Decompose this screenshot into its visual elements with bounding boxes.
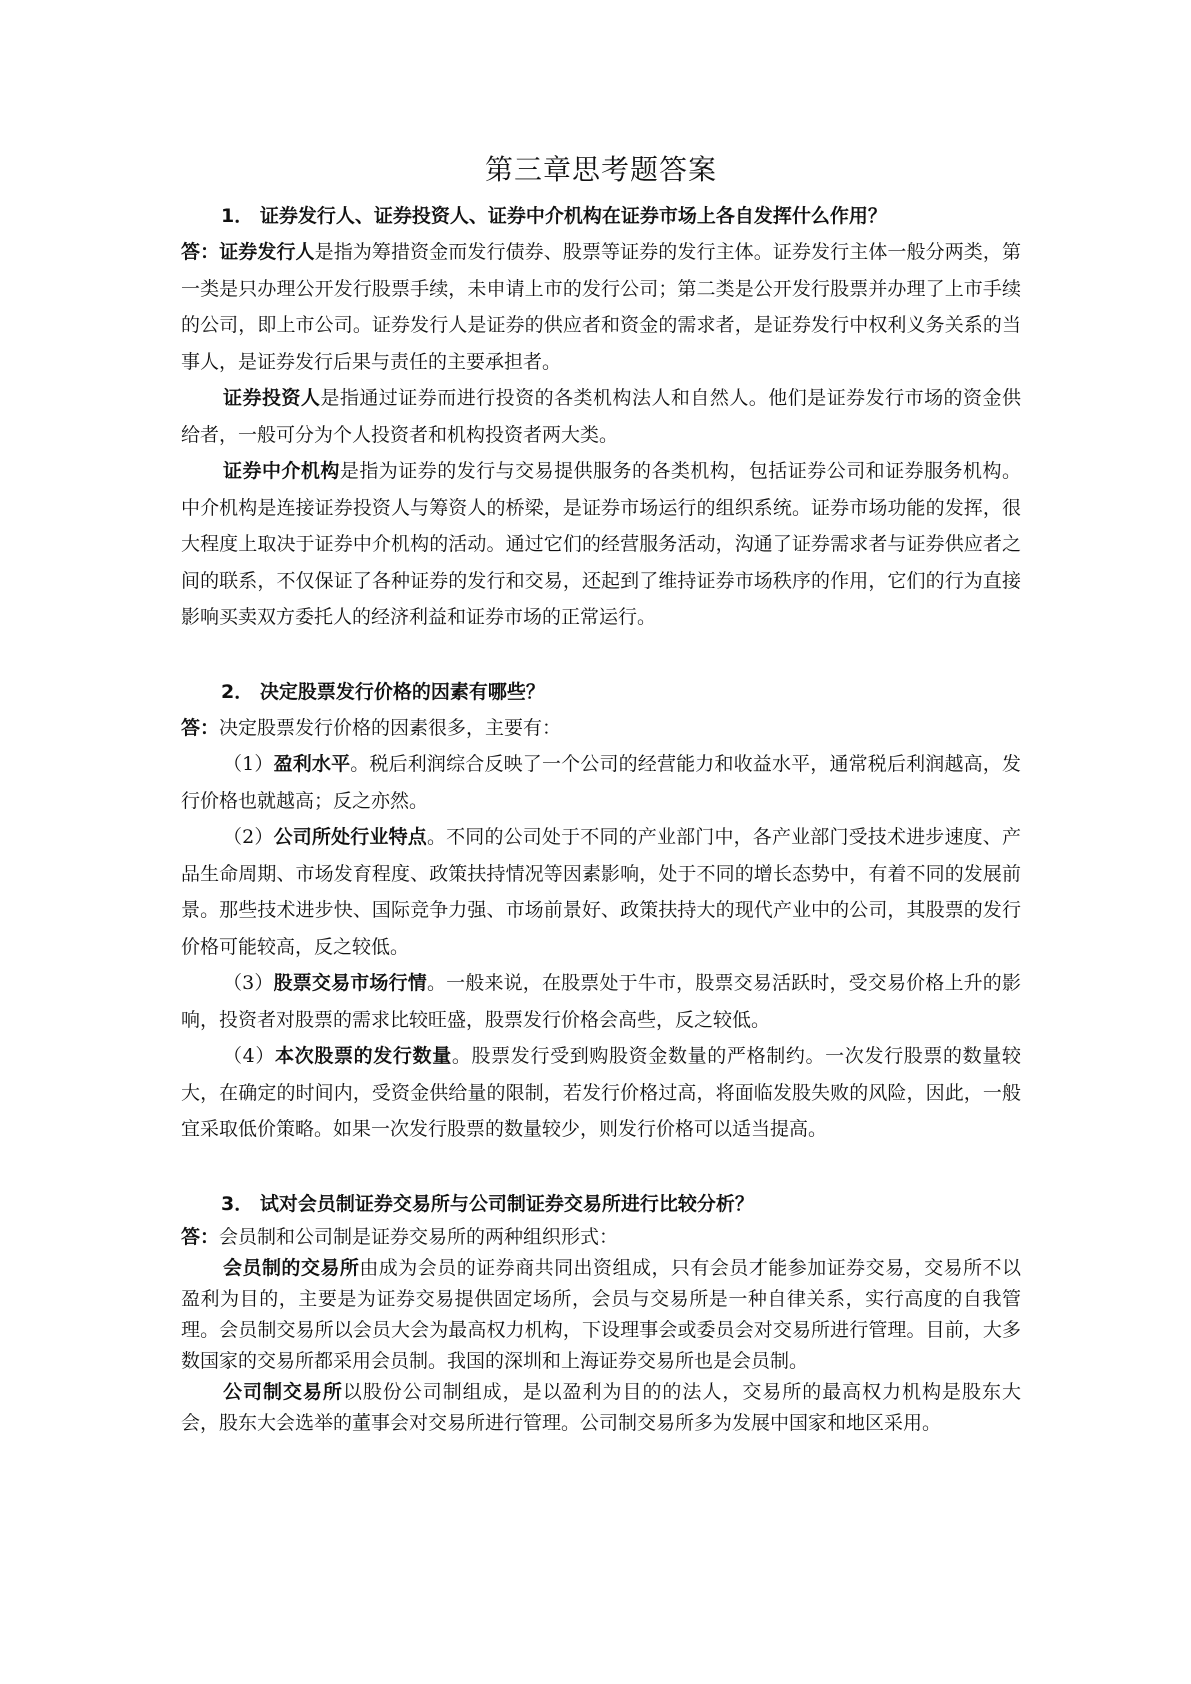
factor-text: 。税后利润综合反映了一个公司的经营能力和收益水平，通常税后利润越高，发行价格也就越高；反之亦然。 [181,753,1021,812]
q2-answer-intro [181,710,1021,747]
question-3: 3． 试对会员制证券交易所与公司制证券交易所进行比较分析？ [221,1192,754,1215]
q1-p2-text: 是指通过证券而进行投资的各类机构法人和自然人。他们是证券发行市场的资金供给者，一般可分为个人投资者和机构投资者两大类。 [181,387,1021,446]
question-2: 2． 决定股票发行价格的因素有哪些？ [221,680,545,703]
q3-p1-text: 由成为会员的证券商共同出资组成，只有会员才能参加证券交易，交易所不以盈利为目的，主要是为证券交易提供固定场所，会员与交易所是一种自律关系，实行高度的自我管理。会员制交易所以会员大会为最高权力机构，下设理事会或委员会对交易所进行管理。目前，大多数国家的交易所都采用会员制。我国的深圳和上海证券交易所也是会员制。 [181,1256,1021,1372]
q1-answer-paragraph-2 [181,380,1021,453]
answer-label: 答： [181,241,220,263]
q3-answer-intro [181,1222,1021,1253]
q3-p2-text: 以股份公司制组成，是以盈利为目的的法人，交易所的最高权力机构是股东大会，股东大会选举的董事会对交易所进行管理。公司制交易所多为发展中国家和地区采用。 [181,1380,1021,1434]
factor-number: （1） [223,753,274,775]
q3-intro-text: 会员制和公司制是证券交易所的两种组织形式： [219,1225,619,1248]
factor-term: 公司所处行业特点 [273,826,427,848]
q1-p1-text: 是指为筹措资金而发行债券、股票等证券的发行主体。证券发行主体一般分两类，第一类是只办理公开发行股票手续，未申请上市的发行公司；第二类是公开发行股票并办理了上市手续的公司，即上市公司。证券发行人是证券的供应者和资金的需求者，是证券发行中权利义务关系的当事人，是证券发行后果与责任的主要承担者。 [181,241,1021,373]
question-1: 1． 证券发行人、证券投资人、证券中介机构在证券市场上各自发挥什么作用？ [221,205,887,227]
section-spacer [181,636,1021,674]
answer-label: 答： [181,716,220,739]
section-spacer [181,1148,1021,1186]
q3-answer-paragraph-2 [181,1377,1021,1439]
q2-factor-4 [181,1038,1021,1148]
factor-number: （2） [223,826,274,848]
factor-text: 。一般来说，在股票处于牛市，股票交易活跃时，受交易价格上升的影响，投资者对股票的需求比较旺盛，股票发行价格会高些，反之较低。 [181,972,1021,1031]
factor-term: 股票交易市场行情 [273,972,427,994]
q2-factor-3 [181,965,1021,1038]
term-securities-issuer: 证券发行人 [219,241,315,263]
factor-term: 本次股票的发行数量 [275,1045,452,1067]
document-page [181,150,1021,1439]
factor-number: （3） [223,972,274,994]
q3-answer-paragraph-1 [181,1253,1021,1377]
q1-p3-text: 是指为证券的发行与交易提供服务的各类机构，包括证券公司和证券服务机构。中介机构是连接证券投资人与筹资人的桥梁，是证券市场运行的组织系统。证券市场功能的发挥，很大程度上取决于证券中介机构的活动。通过它们的经营服务活动，沟通了证券需求者与证券供应者之间的联系，不仅保证了各种证券的发行和交易，还起到了维持证券市场秩序的作用，它们的行为直接影响买卖双方委托人的经济利益和证券市场的正常运行。 [181,460,1021,628]
q1-answer-paragraph-3 [181,453,1021,636]
factor-number: （4） [223,1045,276,1067]
term-securities-investor: 证券投资人 [223,387,321,409]
term-membership-exchange: 会员制的交易所 [223,1256,360,1279]
term-securities-intermediary: 证券中介机构 [223,460,340,482]
factor-text: 。股票发行受到购股资金数量的严格制约。一次发行股票的数量较大，在确定的时间内，受资金供给量的限制，若发行价格过高，将面临发股失败的风险，因此，一般宜采取低价策略。如果一次发行股票的数量较少，则发行价格可以适当提高。 [181,1045,1021,1140]
term-corporate-exchange: 公司制交易所 [223,1380,343,1403]
answer-label: 答： [181,1225,220,1248]
page-title: 第三章思考题答案 [484,153,717,186]
factor-text: 。不同的公司处于不同的产业部门中，各产业部门受技术进步速度、产品生命周期、市场发育程度、政策扶持情况等因素影响，处于不同的增长态势中，有着不同的发展前景。那些技术进步快、国际竞争力强、市场前景好、政策扶持大的现代产业中的公司，其股票的发行价格可能较高，反之较低。 [181,826,1021,958]
q2-intro-text: 决定股票发行价格的因素很多，主要有： [219,716,562,739]
q2-factor-1 [181,746,1021,819]
q2-factor-2 [181,819,1021,965]
q1-answer-paragraph-1 [181,234,1021,380]
factor-term: 盈利水平 [273,753,351,775]
